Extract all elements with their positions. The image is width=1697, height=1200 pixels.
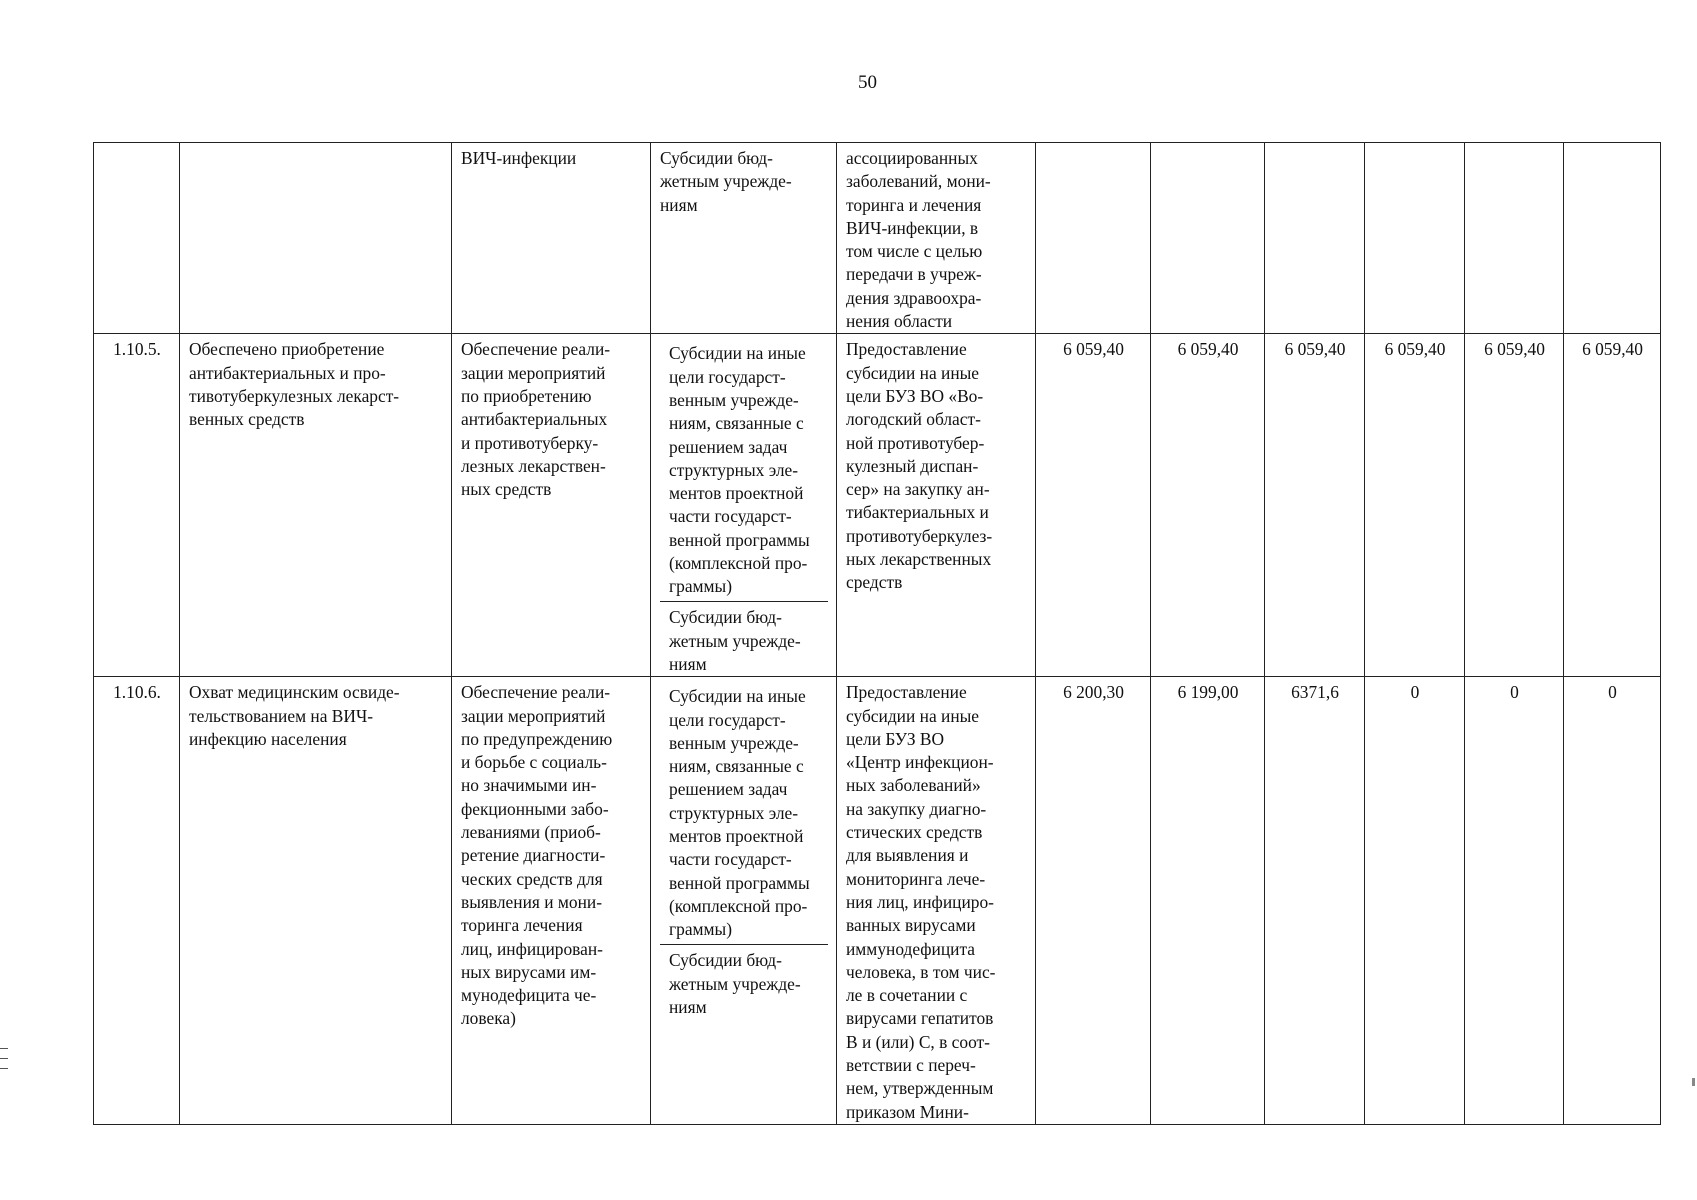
text-line: Субсидии бюд- [669,950,782,971]
text-line: венным учрежде- [669,389,799,410]
text-line: и противотуберку- [461,432,599,453]
cell-amount [1465,143,1564,334]
cell-amount: 0 [1564,677,1661,1125]
scan-edge-marks [0,1048,8,1078]
budget-table [93,142,1661,1125]
text-line: ментов проектной [669,826,804,847]
text-line: ментов проектной [669,483,804,504]
text-line: ассоциированных [846,148,978,168]
text-line: но значимыми ин- [461,775,597,796]
text-line: средств [846,572,903,593]
text-line: Предоставление [846,339,967,360]
cell-amount: 6 200,30 [1036,677,1151,1125]
cell-description [837,677,1036,1125]
text-line: ниям [669,996,707,1017]
cell-item-code: 1.10.5. [94,334,180,677]
text-line: кулезный диспан- [846,455,979,476]
text-line: противотуберкулез- [846,525,993,546]
table-row [94,143,1661,334]
text-line: решением задач [669,779,788,800]
cell-amount: 6 059,40 [1564,334,1661,677]
text-line: части государст- [669,849,792,870]
text-line: субсидии на иные [846,362,980,383]
text-line: жетным учрежде- [669,973,801,994]
cell-amount: 0 [1365,677,1465,1125]
cell-expense-type [651,143,837,334]
cell-result [180,334,452,677]
text-line: том числе с целью [846,241,983,262]
text-line: граммы) [669,919,733,940]
text-line: Субсидии на иные [669,686,806,707]
text-line: ле в сочетании с [846,985,968,1006]
cell-result [180,677,452,1125]
cell-activity [452,677,651,1125]
text-line: сер» на закупку ан- [846,479,990,500]
text-line: дения здравоохра- [846,287,982,308]
text-line: цели БУЗ ВО «Во- [846,385,984,406]
text-line: структурных эле- [669,802,799,823]
cell-amount [1036,143,1151,334]
text-line: мониторинга лече- [846,868,986,889]
text-line: венным учрежде- [669,732,799,753]
text-line: выявления и мони- [461,891,602,912]
text-line: иммунодефицита [846,938,976,959]
text-line: инфекцию населения [189,728,347,749]
cell-result [180,143,452,334]
scan-edge-dot [1692,1078,1695,1086]
cell-expense-type [651,334,837,677]
text-line: венной программы [669,872,810,893]
text-line: Обеспечение реали- [461,682,611,703]
text-line: по приобретению [461,385,592,406]
table-row [94,334,1661,677]
text-line: тельствованием на ВИЧ- [189,705,374,726]
text-line: ния лиц, инфициро- [846,891,994,912]
page-number: 50 [858,72,877,93]
cell-amount: 6 059,40 [1365,334,1465,677]
text-line: жетным учрежде- [660,171,792,192]
text-line: жетным учрежде- [669,630,801,651]
text-line: ных средств [461,479,552,500]
cell-amount: 6371,6 [1265,677,1365,1125]
text-line: ных лекарственных [846,549,992,570]
text-line: (комплексной про- [669,553,808,574]
cell-amount: 6 199,00 [1151,677,1265,1125]
text-line: вирусами гепатитов [846,1008,994,1029]
text-line: цели БУЗ ВО [846,728,945,749]
expense-type-secondary [660,602,828,676]
text-line: цели государст- [669,366,786,387]
text-line: лезных лекарствен- [461,455,606,476]
cell-amount [1365,143,1465,334]
expense-type-primary [660,338,828,602]
text-line: цели государст- [669,709,786,730]
text-line: решением задач [669,436,788,457]
text-line: В и (или) С, в соот- [846,1031,990,1052]
text-line: субсидии на иные [846,705,980,726]
text-line: ниям [660,194,698,215]
expense-type-secondary [660,945,828,1019]
text-line: торинга и лечения [846,194,982,215]
cell-activity [452,334,651,677]
text-line: на закупку диагно- [846,798,987,819]
text-line: (комплексной про- [669,895,808,916]
text-line: зации мероприятий [461,705,606,726]
text-line: части государст- [669,506,792,527]
text-line: приказом Мини- [846,1101,969,1122]
text-line: венной программы [669,529,810,550]
text-line: ниям, связанные с [669,756,804,777]
text-line: Обеспечение реали- [461,339,611,360]
text-line: передачи в учреж- [846,264,982,285]
cell-amount [1265,143,1365,334]
text-line: Субсидии бюд- [660,148,773,168]
text-line: нения области [846,311,953,332]
text-line: антибактериальных и про- [189,362,386,383]
text-line: венных средств [189,409,305,430]
cell-amount: 6 059,40 [1036,334,1151,677]
text-line: «Центр инфекцион- [846,752,994,773]
cell-amount: 6 059,40 [1151,334,1265,677]
cell-description [837,143,1036,334]
text-line: ной противотубер- [846,432,985,453]
table-row [94,677,1661,1125]
text-line: ретение диагности- [461,845,606,866]
cell-amount: 0 [1465,677,1564,1125]
text-line: мунодефицита че- [461,985,597,1006]
text-line: стических средств [846,822,983,843]
expense-type-primary [660,681,828,945]
cell-expense-type [651,677,837,1125]
cell-amount [1564,143,1661,334]
cell-amount: 6 059,40 [1465,334,1564,677]
text-line: по предупреждению [461,728,613,749]
text-line: Охват медицинским освиде- [189,682,400,703]
text-line: Субсидии бюд- [669,607,782,628]
text-line: Субсидии на иные [669,343,806,364]
text-line: человека, в том чис- [846,961,996,982]
text-line: Обеспечено приобретение [189,339,385,360]
text-line: ванных вирусами [846,915,976,936]
text-line: граммы) [669,576,733,597]
cell-item-code [94,143,180,334]
cell-activity [452,143,651,334]
text-line: тибактериальных и [846,502,989,523]
text-line: Предоставление [846,682,967,703]
text-line: заболеваний, мони- [846,171,991,192]
cell-item-code: 1.10.6. [94,677,180,1125]
text-line: структурных эле- [669,459,799,480]
text-line: ВИЧ-инфекции [461,148,577,168]
text-line: леваниями (приоб- [461,822,601,843]
text-line: и борьбе с социаль- [461,752,607,773]
text-line: ниям, связанные с [669,413,804,434]
text-line: торинга лечения [461,915,583,936]
text-line: ческих средств для [461,868,603,889]
text-line: ловека) [461,1008,516,1029]
text-line: логодский област- [846,409,981,430]
text-line: лиц, инфицирован- [461,938,603,959]
text-line: нем, утвержденным [846,1078,994,1099]
text-line: тивотуберкулезных лекарст- [189,385,400,406]
text-line: ных заболеваний» [846,775,981,796]
text-line: ниям [669,653,707,674]
text-line: ветствии с переч- [846,1055,976,1076]
cell-amount: 6 059,40 [1265,334,1365,677]
text-line: для выявления и [846,845,969,866]
text-line: зации мероприятий [461,362,606,383]
cell-amount [1151,143,1265,334]
text-line: фекционными забо- [461,798,609,819]
text-line: ных вирусами им- [461,961,597,982]
cell-description [837,334,1036,677]
text-line: антибактериальных [461,409,608,430]
text-line: ВИЧ-инфекции, в [846,217,979,238]
